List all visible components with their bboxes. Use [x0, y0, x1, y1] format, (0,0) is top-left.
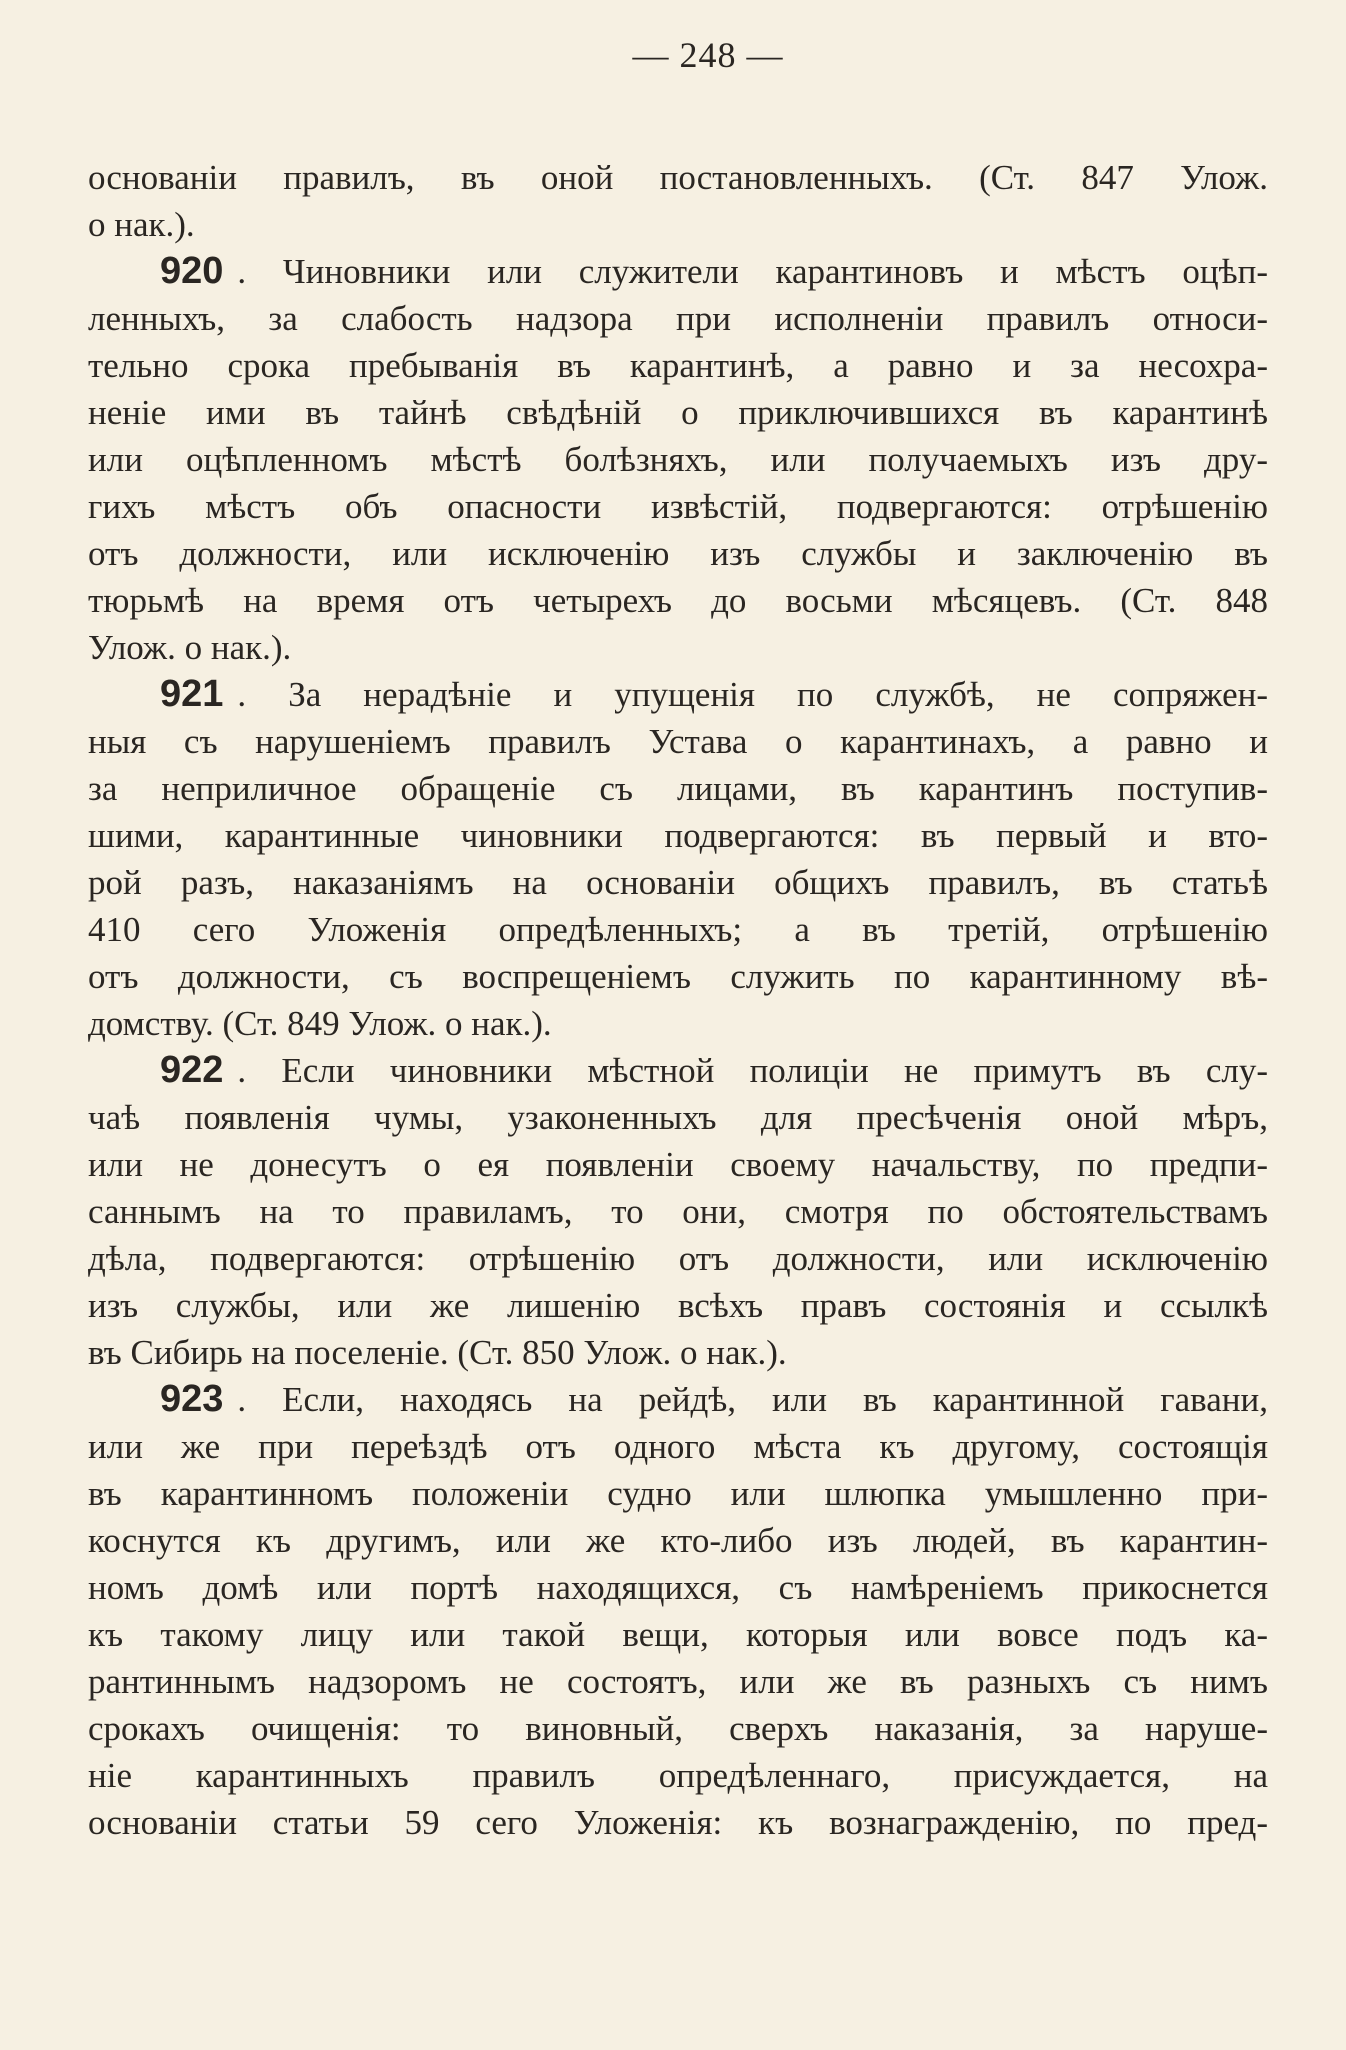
- text-line: номъ домѣ или портѣ находящихся, съ намѣренiемъ прикоснется: [88, 1568, 1268, 1607]
- text-line: рой разъ, наказанiямъ на основанiи общихъ правилъ, въ статьѣ: [88, 863, 1268, 902]
- paragraph-continuation: [88, 154, 1268, 248]
- text-line: въ Сибирь на поселенiе. (Ст. 850 Улож. о нак.).: [88, 1333, 787, 1372]
- text-line: 410 сего Уложенiя опредѣленныхъ; а въ третiй, отрѣшенiю: [88, 910, 1268, 949]
- text-line: ленныхъ, за слабость надзора при исполненiи правилъ относи-: [88, 299, 1268, 338]
- text-line: коснутся къ другимъ, или же кто-либо изъ людей, въ карантин-: [88, 1521, 1268, 1560]
- text-line: тюрьмѣ на время отъ четырехъ до восьми мѣсяцевъ. (Ст. 848: [88, 581, 1268, 620]
- text-line: отъ должности, съ воспрещенiемъ служить по карантинному вѣ-: [88, 957, 1268, 996]
- text-line-first: [88, 1376, 1268, 1423]
- text-line: чаѣ появленiя чумы, узаконенныхъ для пресѣченiя оной мѣръ,: [88, 1098, 1268, 1137]
- text-line: тельно срока пребыванiя въ карантинѣ, а равно и за несохра-: [88, 346, 1268, 385]
- text-line: . Чиновники или служители карантиновъ и мѣстъ оцѣп-: [237, 252, 1268, 291]
- page-number: — 248 —: [632, 35, 784, 75]
- text-line: о нак.).: [88, 205, 195, 244]
- text-line-first: [88, 1047, 1268, 1094]
- article-number: 923: [160, 1378, 224, 1420]
- text-line: ненiе ими въ тайнѣ свѣдѣнiй о приключившихся въ карантинѣ: [88, 393, 1268, 432]
- text-line: рантиннымъ надзоромъ не состоятъ, или же въ разныхъ съ нимъ: [88, 1662, 1268, 1701]
- article-number: 920: [160, 250, 224, 292]
- text-line: шими, карантинные чиновники подвергаются: въ первый и вто-: [88, 816, 1268, 855]
- text-line: . Если, находясь на рейдѣ, или въ карантинной гавани,: [237, 1380, 1268, 1419]
- text-line: основанiи правилъ, въ оной постановленныхъ. (Ст. 847 Улож.: [88, 158, 1268, 197]
- text-line: къ такому лицу или такой вещи, которыя или вовсе подъ ка-: [88, 1615, 1268, 1654]
- article-number: 921: [160, 673, 224, 715]
- text-line: дѣла, подвергаются: отрѣшенiю отъ должности, или исключенiю: [88, 1239, 1268, 1278]
- document-page: [88, 26, 1268, 1846]
- text-line: въ карантинномъ положенiи судно или шлюпка умышленно при-: [88, 1474, 1268, 1513]
- article-923: [88, 1376, 1268, 1846]
- text-line-first: [88, 248, 1268, 295]
- text-line: отъ должности, или исключенiю изъ службы и заключенiю въ: [88, 534, 1268, 573]
- text-line: ныя съ нарушенiемъ правилъ Устава о карантинахъ, а равно и: [88, 722, 1268, 761]
- text-line: Улож. о нак.).: [88, 628, 292, 667]
- text-line: основанiи статьи 59 сего Уложенiя: къ вознагражденiю, по пред-: [88, 1803, 1268, 1842]
- text-line: домству. (Ст. 849 Улож. о нак.).: [88, 1004, 552, 1043]
- text-line: . За нерадѣнiе и упущенiя по службѣ, не сопряжен-: [237, 675, 1268, 714]
- text-line: нiе карантинныхъ правилъ опредѣленнаго, присуждается, на: [88, 1756, 1268, 1795]
- text-line: или же при переѣздѣ отъ одного мѣста къ другому, состоящiя: [88, 1427, 1268, 1466]
- text-line: гихъ мѣстъ объ опасности извѣстiй, подвергаются: отрѣшенiю: [88, 487, 1268, 526]
- text-line-first: [88, 671, 1268, 718]
- text-line: . Если чиновники мѣстной полицiи не примутъ въ слу-: [237, 1051, 1268, 1090]
- text-line: срокахъ очищенiя: то виновный, сверхъ наказанiя, за наруше-: [88, 1709, 1268, 1748]
- text-line: или не донесутъ о ея появленiи своему начальству, по предпи-: [88, 1145, 1268, 1184]
- text-line: или оцѣпленномъ мѣстѣ болѣзняхъ, или получаемыхъ изъ дру-: [88, 440, 1268, 479]
- article-number: 922: [160, 1049, 224, 1091]
- article-920: [88, 248, 1268, 671]
- text-line: изъ службы, или же лишенiю всѣхъ правъ состоянiя и ссылкѣ: [88, 1286, 1268, 1325]
- article-921: [88, 671, 1268, 1047]
- article-922: [88, 1047, 1268, 1376]
- text-line: саннымъ на то правиламъ, то они, смотря по обстоятельствамъ: [88, 1192, 1268, 1231]
- text-line: за неприличное обращенiе съ лицами, въ карантинъ поступив-: [88, 769, 1268, 808]
